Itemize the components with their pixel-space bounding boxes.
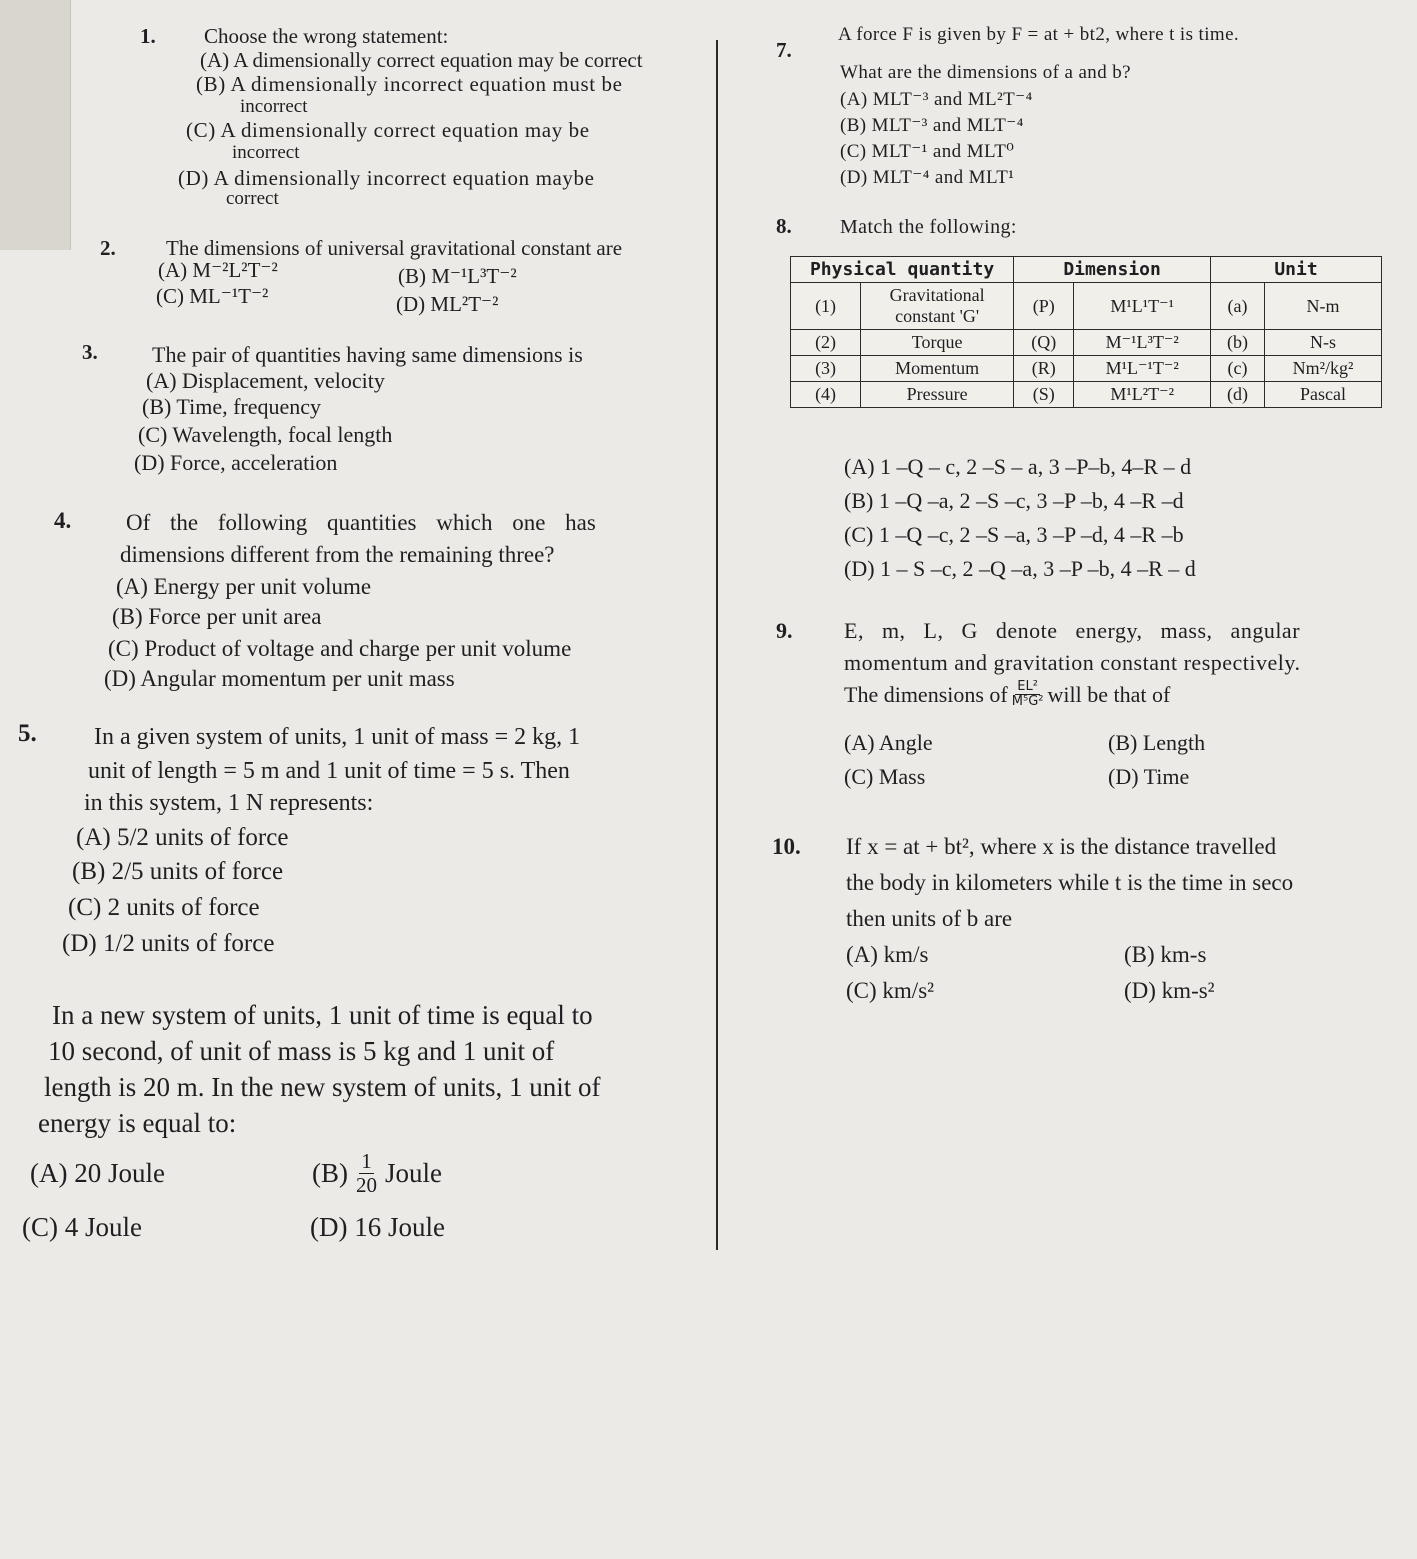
- q8-option-d: (D) 1 – S –c, 2 –Q –a, 3 –P –b, 4 –R – d: [844, 556, 1196, 581]
- q7-option-c: (C) MLT⁻¹ and MLT⁰: [840, 141, 1015, 162]
- question-7-text: A force F is given by F = at + bt2, where t is time.: [838, 24, 1240, 45]
- q4-option-d: (D) Angular momentum per unit mass: [104, 666, 455, 691]
- q2-option-a: (A) M⁻²L²T⁻²: [158, 258, 278, 282]
- dimension-label: (S): [1014, 382, 1074, 408]
- question-6-line-3: length is 20 m. In the new system of units, 1 unit of: [44, 1072, 601, 1102]
- question-8-text: Match the following:: [840, 216, 1017, 238]
- question-6-line-1: In a new system of units, 1 unit of time is equal to: [52, 1000, 593, 1030]
- dimension-label: (P): [1014, 283, 1074, 330]
- q6-option-b-label: (B): [312, 1158, 348, 1189]
- dimension-value: M⁻¹L³T⁻²: [1074, 330, 1211, 356]
- question-10-text-cont2: then units of b are: [846, 906, 1013, 931]
- question-2-text: The dimensions of universal gravitational constant are: [166, 236, 623, 260]
- q7-option-a: (A) MLT⁻³ and ML²T⁻⁴: [840, 89, 1033, 110]
- unit-value: N-s: [1264, 330, 1381, 356]
- unit-label: (a): [1211, 283, 1265, 330]
- row-index: (2): [791, 330, 861, 356]
- q6-option-a: (A) 20 Joule: [30, 1158, 165, 1188]
- header-unit: Unit: [1211, 257, 1382, 283]
- row-index: (1): [791, 283, 861, 330]
- table-row: [791, 283, 1382, 330]
- q5-option-d: (D) 1/2 units of force: [62, 930, 275, 957]
- unit-label: (b): [1211, 330, 1265, 356]
- fraction-denominator: 20: [356, 1173, 377, 1198]
- dimension-value: M¹L²T⁻²: [1074, 382, 1211, 408]
- question-8-number: 8.: [776, 214, 792, 238]
- question-3-text: The pair of quantities having same dimensions is: [152, 342, 583, 367]
- question-5-text-cont: unit of length = 5 m and 1 unit of time = 5 s. Then: [88, 758, 570, 784]
- question-10-text-cont: the body in kilometers while t is the time in seco: [846, 870, 1294, 895]
- q5-option-a: (A) 5/2 units of force: [76, 824, 289, 851]
- question-7-text-cont: What are the dimensions of a and b?: [840, 62, 1131, 83]
- q6-option-c: (C) 4 Joule: [22, 1212, 142, 1242]
- row-index: (4): [791, 382, 861, 408]
- question-5-text-cont2: in this system, 1 N represents:: [84, 790, 374, 816]
- formula-suffix: will be that of: [1047, 681, 1171, 707]
- unit-label: (d): [1211, 382, 1265, 408]
- physical-quantity: Torque: [861, 330, 1014, 356]
- question-3-number: 3.: [82, 340, 98, 364]
- q6-option-b-unit: Joule: [385, 1158, 442, 1189]
- dimension-label: (R): [1014, 356, 1074, 382]
- q10-option-c: (C) km/s²: [846, 978, 935, 1003]
- question-number: 1.: [140, 24, 156, 48]
- q4-option-c: (C) Product of voltage and charge per unit volume: [108, 636, 572, 661]
- question-4-text: Of the following quantities which one has: [126, 510, 596, 535]
- table-header-row: [791, 257, 1382, 283]
- q8-option-c: (C) 1 –Q –c, 2 –S –a, 3 –P –d, 4 –R –b: [844, 522, 1184, 547]
- physical-quantity: Gravitational constant 'G': [861, 283, 1014, 330]
- question-6-line-4: energy is equal to:: [38, 1108, 237, 1138]
- q8-option-b: (B) 1 –Q –a, 2 –S –c, 3 –P –b, 4 –R –d: [844, 488, 1184, 513]
- q2-option-c: (C) ML⁻¹T⁻²: [156, 284, 269, 308]
- q4-option-a: (A) Energy per unit volume: [116, 574, 372, 599]
- q9-option-c: (C) Mass: [844, 764, 926, 789]
- question-text: Choose the wrong statement:: [204, 24, 449, 48]
- q7-option-d: (D) MLT⁻⁴ and MLT¹: [840, 167, 1015, 188]
- q6-option-d: (D) 16 Joule: [310, 1212, 445, 1242]
- header-dimension: Dimension: [1014, 257, 1211, 283]
- q1-option-b: (B) A dimensionally incorrect equation must be: [196, 72, 623, 96]
- unit-value: Nm²/kg²: [1264, 356, 1381, 382]
- q1-option-c-cont: incorrect: [232, 142, 300, 163]
- dimension-label: (Q): [1014, 330, 1074, 356]
- q9-option-a: (A) Angle: [844, 730, 933, 755]
- row-index: (3): [791, 356, 861, 382]
- q2-option-d: (D) ML²T⁻²: [396, 292, 499, 316]
- q1-option-a: (A) A dimensionally correct equation may be correct: [200, 48, 643, 72]
- q6-option-b: [312, 1150, 442, 1197]
- q2-option-b: (B) M⁻¹L³T⁻²: [398, 264, 517, 288]
- q1-option-d-cont: correct: [226, 188, 279, 209]
- q7-option-b: (B) MLT⁻³ and MLT⁻⁴: [840, 115, 1024, 136]
- q10-option-d: (D) km-s²: [1124, 978, 1215, 1003]
- question-9-number: 9.: [776, 618, 793, 643]
- question-9-text: E, m, L, G denote energy, mass, angular: [844, 618, 1301, 643]
- q3-option-c: (C) Wavelength, focal length: [138, 422, 393, 447]
- formula-prefix: The dimensions of: [844, 681, 1008, 707]
- question-6-line-2: 10 second, of unit of mass is 5 kg and 1 unit of: [48, 1036, 555, 1066]
- fraction-numerator: EL²: [1017, 679, 1038, 694]
- column-divider: [716, 40, 718, 1250]
- q10-option-b: (B) km-s: [1124, 942, 1207, 967]
- question-4-number: 4.: [54, 508, 72, 533]
- table-row: [791, 356, 1382, 382]
- q8-option-a: (A) 1 –Q – c, 2 –S – a, 3 –P–b, 4–R – d: [844, 454, 1192, 479]
- question-5-number: 5.: [18, 720, 37, 747]
- match-table: [790, 256, 1382, 408]
- q6-option-b-fraction: [356, 1150, 377, 1197]
- question-2-number: 2.: [100, 236, 116, 260]
- question-10-text: If x = at + bt², where x is the distance travelled: [846, 834, 1277, 859]
- question-7-number: 7.: [776, 38, 792, 62]
- question-9-text-cont: momentum and gravitation constant respectively.: [844, 650, 1301, 675]
- unit-value: Pascal: [1264, 382, 1381, 408]
- q1-option-c: (C) A dimensionally correct equation may be: [186, 118, 590, 142]
- physical-quantity: Momentum: [861, 356, 1014, 382]
- table-row: [791, 330, 1382, 356]
- q9-option-d: (D) Time: [1108, 764, 1190, 789]
- dimension-value: M¹L⁻¹T⁻²: [1074, 356, 1211, 382]
- unit-label: (c): [1211, 356, 1265, 382]
- question-10-number: 10.: [772, 834, 801, 859]
- formula-fraction: [1012, 680, 1044, 710]
- q1-option-d: (D) A dimensionally incorrect equation maybe: [178, 166, 595, 190]
- q4-option-b: (B) Force per unit area: [112, 604, 322, 629]
- physical-quantity: Pressure: [861, 382, 1014, 408]
- question-9-formula-line: [844, 680, 1170, 710]
- fraction-numerator: 1: [361, 1149, 372, 1173]
- question-5-text: In a given system of units, 1 unit of mass = 2 kg, 1: [94, 724, 581, 750]
- left-margin-strip: [0, 0, 71, 250]
- q3-option-d: (D) Force, acceleration: [134, 450, 338, 475]
- q9-option-b: (B) Length: [1108, 730, 1206, 755]
- q10-option-a: (A) km/s: [846, 942, 929, 967]
- q3-option-a: (A) Displacement, velocity: [146, 368, 385, 393]
- q5-option-c: (C) 2 units of force: [68, 894, 260, 921]
- header-physical-quantity: Physical quantity: [791, 257, 1014, 283]
- dimension-value: M¹L¹T⁻¹: [1074, 283, 1211, 330]
- q5-option-b: (B) 2/5 units of force: [72, 858, 284, 885]
- q1-option-b-cont: incorrect: [240, 96, 308, 117]
- fraction-denominator: M⁵G²: [1011, 694, 1044, 710]
- question-4-text-cont: dimensions different from the remaining three?: [120, 542, 555, 567]
- table-row: [791, 382, 1382, 408]
- q3-option-b: (B) Time, frequency: [142, 394, 322, 419]
- unit-value: N-m: [1264, 283, 1381, 330]
